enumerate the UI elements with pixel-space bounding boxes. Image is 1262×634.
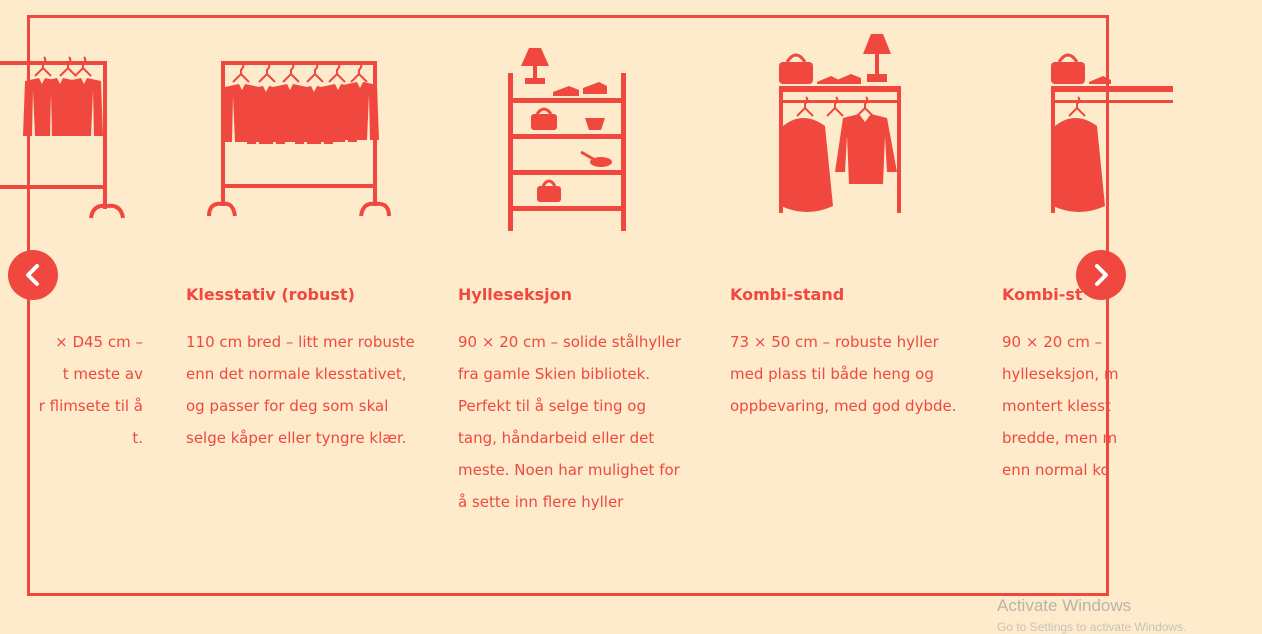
chevron-right-icon xyxy=(1091,263,1111,287)
card-title: Kombi-stand xyxy=(730,285,845,304)
carousel-track xyxy=(30,18,1119,593)
carousel-card xyxy=(0,18,143,593)
activation-watermark: Activate Windows xyxy=(997,596,1132,615)
carousel-card xyxy=(458,18,708,593)
clothes-rack-icon xyxy=(0,26,135,245)
combo-stand-icon xyxy=(1047,26,1177,245)
carousel-card xyxy=(730,18,980,593)
clothes-rack-icon xyxy=(211,26,391,245)
carousel-prev-button[interactable] xyxy=(8,250,58,300)
card-description: × D45 cm – t meste av r flimsete til å t. xyxy=(38,333,143,447)
carousel-card xyxy=(186,18,436,593)
carousel-frame xyxy=(27,15,1119,596)
card-title: Hylleseksjon xyxy=(458,285,573,304)
carousel-card xyxy=(1002,18,1252,593)
chevron-left-icon xyxy=(23,263,43,287)
card-title: Klesstativ (robust) xyxy=(186,285,355,304)
card-title: Kombi-st xyxy=(1002,285,1083,304)
combo-stand-icon xyxy=(775,26,905,245)
card-description: 90 × 20 cm – hylleseksjon, m montert klesst bredde, men m enn normal ko xyxy=(1002,333,1119,479)
card-description: 73 × 50 cm – robuste hyller med plass til både heng og oppbevaring, med god dybde. xyxy=(730,333,957,415)
carousel-next-button[interactable] xyxy=(1076,250,1126,300)
card-description: 90 × 20 cm – solide stålhyller fra gamle Skien bibliotek. Perfekt til å selge ting og tang, håndarbeid eller det meste. Noen har mulighet for å sette inn flere hyller xyxy=(458,333,681,511)
activation-watermark-subtitle: Go to Settings to activate Windows. xyxy=(997,620,1187,634)
shelf-unit-icon xyxy=(503,26,633,245)
card-description: 110 cm bred – litt mer robuste enn det normale klesstativet, og passer for deg som skal selge kåper eller tyngre klær. xyxy=(186,333,415,447)
